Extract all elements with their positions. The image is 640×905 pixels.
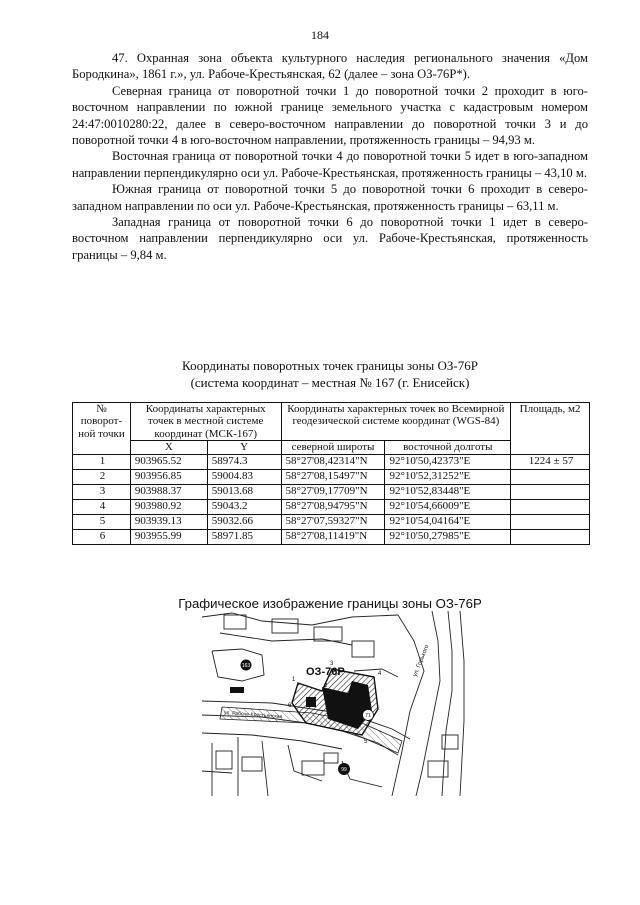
cell-lat: 58°27'08,15497"N	[281, 469, 385, 484]
cell-y: 59004.83	[207, 469, 281, 484]
cell-y: 58971.85	[207, 529, 281, 544]
paragraph-title: 47. Охранная зона объекта культурного наследия регионального значения «Дом Бородкина», 1861 г.», ул. Рабоче-Крестьянская, 62 (далее – зона ОЗ-76Р*).	[72, 51, 588, 82]
cell-y: 59043.2	[207, 499, 281, 514]
cell-x: 903939.13	[130, 514, 207, 529]
header-x: X	[130, 441, 207, 454]
cell-point-no: 1	[73, 454, 131, 469]
cell-area	[511, 469, 590, 484]
cell-point-no: 5	[73, 514, 131, 529]
cell-area	[511, 514, 590, 529]
cell-x: 903956.85	[130, 469, 207, 484]
cell-lon: 92°10'54,04164"E	[385, 514, 511, 529]
table-caption-line1: Координаты поворотных точек границы зоны ОЗ-76Р	[182, 358, 478, 373]
boundary-map	[202, 611, 468, 796]
street-label-gorkogo: ул. Горького	[412, 644, 431, 678]
cell-lon: 92°10'50,42373"E	[385, 454, 511, 469]
cell-point-no: 4	[73, 499, 131, 514]
header-lon: восточной долготы	[385, 441, 511, 454]
boundary-map-drawing	[202, 611, 468, 796]
table-caption-line2: (система координат – местная № 167 (г. Енисейск)	[190, 375, 470, 390]
cell-point-no: 3	[73, 484, 131, 499]
cell-y: 59032.66	[207, 514, 281, 529]
point-label-4: 4	[378, 671, 382, 677]
cell-x: 903980.92	[130, 499, 207, 514]
header-area: Площадь, м2	[511, 403, 590, 455]
badge-label-2: 71	[365, 713, 371, 719]
cell-x: 903965.52	[130, 454, 207, 469]
cell-lon: 92°10'50,27985"E	[385, 529, 511, 544]
point-label-2: 2	[324, 683, 328, 689]
cell-lat: 58°27'08,11419"N	[281, 529, 385, 544]
table-row	[73, 454, 590, 469]
cell-area	[511, 529, 590, 544]
header-wgs-coords: Координаты характерных точек во Всемирной геодезической системе координат (WGS-84)	[281, 403, 511, 441]
badge-label-1: 163	[241, 663, 251, 669]
point-label-1: 1	[292, 677, 296, 683]
badge-label-3: 99	[341, 767, 347, 773]
cell-area	[511, 484, 590, 499]
header-y: Y	[207, 441, 281, 454]
cell-x: 903988.37	[130, 484, 207, 499]
table-row	[73, 514, 590, 529]
map-caption: Графическое изображение границы зоны ОЗ-76Р	[178, 596, 482, 611]
header-local-coords: Координаты характерных точек в местной системе координат (МСК-167)	[130, 403, 281, 441]
cell-lon: 92°10'52,31252"E	[385, 469, 511, 484]
cell-y: 58974.3	[207, 454, 281, 469]
point-label-5: 5	[364, 739, 368, 745]
coordinates-table	[72, 402, 590, 545]
cell-point-no: 2	[73, 469, 131, 484]
cell-x: 903955.99	[130, 529, 207, 544]
cell-lat: 58°27'08,94795"N	[281, 499, 385, 514]
cell-area	[511, 499, 590, 514]
table-caption	[72, 357, 588, 391]
table-row	[73, 529, 590, 544]
header-lat: северной широты	[281, 441, 385, 454]
body-text	[72, 50, 588, 263]
cell-lon: 92°10'54,66009"E	[385, 499, 511, 514]
paragraph-north-border: Северная граница от поворотной точки 1 до поворотной точки 2 проходит в юго-восточном направлении по южной границе земельного участка с кадастровым номером 24:47:0010280:22, далее в северо-восточном направлении до поворотной точки 3 и до поворотной точки 4 в юго-восточном направлении, протяженность границы – 94,93 м.	[72, 83, 588, 148]
table-row	[73, 499, 590, 514]
point-label-6: 6	[288, 703, 292, 709]
header-point-no: № поворот-ной точки	[73, 403, 131, 455]
cell-point-no: 6	[73, 529, 131, 544]
cell-lat: 58°27'07,59327"N	[281, 514, 385, 529]
paragraph-east-border: Восточная граница от поворотной точки 4 до поворотной точки 5 идет в юго-западном направлении перпендикулярно оси ул. Рабоче-Крестьянская, протяженность границы – 43,10 м.	[72, 149, 588, 180]
page-number: 184	[311, 28, 329, 42]
cell-lat: 58°27'08,42314"N	[281, 454, 385, 469]
paragraph-west-border: Западная граница от поворотной точки 6 до поворотной точки 1 идет в северо-восточном направлении перпендикулярно оси ул. Рабоче-Крестьянская, протяженность границы – 9,84 м.	[72, 215, 588, 262]
cell-y: 59013.68	[207, 484, 281, 499]
table-row	[73, 484, 590, 499]
point-label-3: 3	[330, 661, 334, 667]
street-label-rabochekrestyanskaya: ул. Рабоче-Крестьянская	[223, 710, 283, 721]
paragraph-south-border: Южная граница от поворотной точки 5 до поворотной точки 6 проходит в северо-западном направлении по оси ул. Рабоче-Крестьянская, протяженность границы – 63,11 м.	[72, 182, 588, 213]
zone-label: ОЗ-76Р	[306, 666, 345, 678]
cell-lon: 92°10'52,83448"E	[385, 484, 511, 499]
cell-lat: 58°27'09,17709"N	[281, 484, 385, 499]
table-row	[73, 469, 590, 484]
cell-area: 1224 ± 57	[511, 454, 590, 469]
